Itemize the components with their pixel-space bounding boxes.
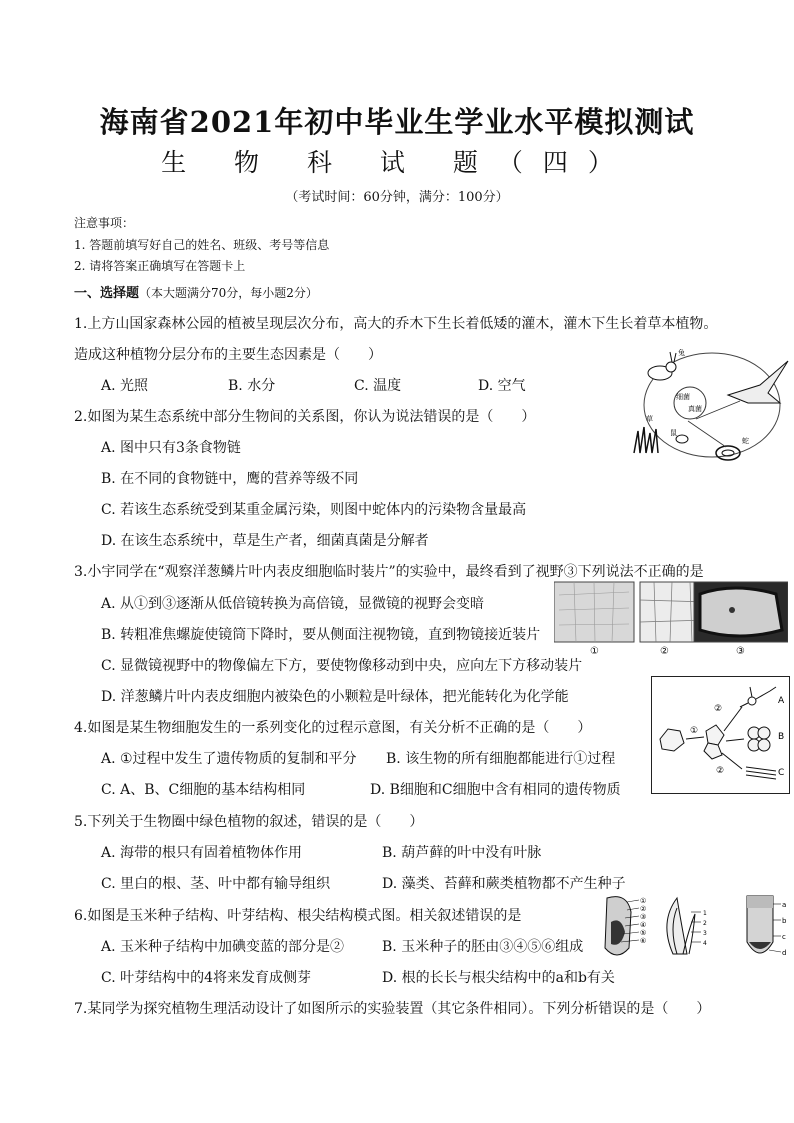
- root-label-a: a: [782, 901, 787, 909]
- label-snake: 蛇: [742, 437, 749, 445]
- notes-heading: 注意事项：: [74, 216, 135, 230]
- snake-icon: [716, 446, 740, 460]
- process-1-label: ①: [690, 726, 699, 736]
- q4-option-b[interactable]: B. 该生物的所有细胞都能进行①过程: [386, 751, 616, 767]
- root-label-d: d: [782, 949, 787, 957]
- section-label: 一、选择题: [74, 286, 140, 301]
- q5-option-a[interactable]: A. 海带的根只有固着植物体作用: [101, 845, 303, 861]
- view-1-label: ①: [590, 646, 599, 656]
- seed-label-1: ①: [640, 897, 647, 905]
- bud-label-3: 3: [703, 930, 707, 937]
- q3-option-b[interactable]: B. 转粗准焦螺旋使镜筒下降时，要从侧面注视物镜，直到物镜接近装片: [101, 627, 541, 643]
- food-web-figure: [630, 343, 790, 473]
- original-cell: [660, 729, 684, 751]
- q2-option-c[interactable]: C. 若该生态系统受到某重金属污染，则图中蛇体内的污染物含量最高: [101, 502, 527, 518]
- section-heading: [74, 282, 318, 301]
- cell-differentiation-figure: [651, 676, 790, 794]
- q5-option-d[interactable]: D. 藻类、苔藓和蕨类植物都不产生种子: [382, 876, 626, 892]
- label-fungi: 真菌: [688, 405, 702, 413]
- q3-stem: 3.小宇同学在“观察洋葱鳞片叶内表皮细胞临时装片”的实验中，最终看到了视野③下列说法不正确的是: [74, 564, 704, 580]
- label-a: A: [778, 696, 785, 706]
- root-tip-icon: [747, 896, 773, 953]
- q2-option-b[interactable]: B. 在不同的食物链中，鹰的营养等级不同: [101, 471, 359, 487]
- label-c: C: [778, 768, 785, 778]
- process-1-arrow: [686, 737, 704, 739]
- seed-label-6: ⑥: [640, 937, 647, 945]
- q1-stem-line1: 1.上方山国家森林公园的植被呈现层次分布，高大的乔木下生长着低矮的灌木，灌木下生长着草本植物。: [74, 316, 718, 332]
- q1-option-c[interactable]: C. 温度: [354, 378, 402, 394]
- bud-label-4: 4: [703, 940, 707, 947]
- q2-option-a[interactable]: A. 图中只有3条食物链: [101, 440, 241, 456]
- view-3-nucleus: [729, 607, 735, 613]
- process-2a-label: ②: [714, 704, 723, 714]
- arrow-line: [696, 401, 740, 419]
- q1-option-b[interactable]: B. 水分: [228, 378, 276, 394]
- process-2-arrow-c: [722, 753, 742, 769]
- exam-title: 海南省2021年初中毕业生学业水平模拟测试: [99, 105, 695, 139]
- q4-option-a[interactable]: A. ①过程中发生了遗传物质的复制和平分: [101, 751, 357, 767]
- q3-option-c[interactable]: C. 显微镜视野中的物像偏左下方，要使物像移动到中央，应向左下方移动装片: [101, 658, 583, 674]
- divided-cell-1: [706, 725, 724, 745]
- view-3-label: ③: [736, 646, 745, 656]
- label-b: B: [778, 732, 785, 742]
- grass-icon: [634, 427, 658, 453]
- q4-option-c[interactable]: C. A、B、C细胞的基本结构相同: [101, 782, 306, 798]
- root-label-b: b: [782, 917, 787, 925]
- label-mouse: 鼠: [670, 429, 677, 437]
- note-item-1: 1. 答题前填写好自己的姓名、班级、考号等信息: [74, 238, 330, 252]
- view-2-label: ②: [660, 646, 669, 656]
- seed-bud-root-figure: [597, 892, 789, 964]
- q1-option-d[interactable]: D. 空气: [478, 378, 526, 394]
- seed-label-4: ④: [640, 921, 647, 929]
- q7-stem: 7.某同学为探究植物生理活动设计了如图所示的实验装置（其它条件相同）。下列分析错误的是（ ）: [74, 1001, 711, 1017]
- seed-label-3: ③: [640, 913, 647, 921]
- note-item-2: 2. 请将答案正确填写在答题卡上: [74, 259, 246, 273]
- q2-option-d[interactable]: D. 在该生态系统中，草是生产者，细菌真菌是分解者: [101, 533, 429, 549]
- divided-cell-2: [704, 743, 722, 759]
- process-2b-label: ②: [716, 766, 725, 776]
- q2-stem: 2.如图为某生态系统中部分生物间的关系图，你认为说法错误的是（ ）: [74, 409, 536, 425]
- process-2-arrow-a: [724, 707, 742, 731]
- exam-subtitle: 生 物 科 试 题（四）: [161, 148, 633, 177]
- q1-stem-line2: 造成这种植物分层分布的主要生态因素是（ ）: [74, 347, 382, 363]
- label-bacteria: 细菌: [676, 393, 690, 401]
- q4-stem: 4.如图是某生物细胞发生的一系列变化的过程示意图，有关分析不正确的是（ ）: [74, 720, 592, 736]
- epithelial-cells: [748, 727, 770, 751]
- q3-option-a[interactable]: A. 从①到③逐渐从低倍镜转换为高倍镜，显微镜的视野会变暗: [101, 596, 485, 612]
- rabbit-icon: [648, 352, 676, 380]
- label-rabbit: 兔: [678, 349, 685, 357]
- q1-option-a[interactable]: A. 光照: [101, 378, 149, 394]
- q6-stem: 6.如图是玉米种子结构、叶芽结构、根尖结构模式图。相关叙述错误的是: [74, 908, 522, 924]
- decomposer-circle: [674, 387, 706, 419]
- arrow-line: [688, 421, 726, 447]
- microscope-views-figure: [554, 580, 788, 656]
- q6-option-a[interactable]: A. 玉米种子结构中加碘变蓝的部分是②: [101, 939, 345, 955]
- label-grass: 草: [646, 415, 653, 423]
- mouse-icon: [676, 435, 688, 443]
- root-label-c: c: [782, 933, 786, 941]
- q5-stem: 5.下列关于生物圈中绿色植物的叙述，错误的是（ ）: [74, 814, 424, 830]
- section-note: （本大题满分70分，每小题2分）: [139, 286, 318, 300]
- q6-option-b[interactable]: B. 玉米种子的胚由③④⑤⑥组成: [382, 939, 584, 955]
- bud-label-2: 2: [703, 920, 707, 927]
- leaf-bud-icon: [667, 898, 695, 954]
- exam-time-info: （考试时间：60分钟，满分：100分）: [285, 190, 509, 205]
- seed-label-5: ⑤: [640, 929, 647, 937]
- process-2-arrow-b: [726, 739, 744, 741]
- q3-option-d[interactable]: D. 洋葱鳞片叶内表皮细胞内被染色的小颗粒是叶绿体，把光能转化为化学能: [101, 689, 569, 705]
- q4-option-d[interactable]: D. B细胞和C细胞中含有相同的遗传物质: [370, 782, 621, 798]
- neuron-cells: [740, 687, 776, 707]
- seed-label-2: ②: [640, 905, 647, 913]
- q6-option-c[interactable]: C. 叶芽结构中的4将来发育成侧芽: [101, 970, 312, 986]
- view-3-cell: [700, 588, 782, 636]
- bud-label-1: 1: [703, 910, 707, 917]
- q5-option-c[interactable]: C. 里白的根、茎、叶中都有输导组织: [101, 876, 331, 892]
- muscle-cells: [746, 767, 776, 779]
- q5-option-b[interactable]: B. 葫芦藓的叶中没有叶脉: [382, 845, 542, 861]
- q6-option-d[interactable]: D. 根的长长与根尖结构中的a和b有关: [382, 970, 615, 986]
